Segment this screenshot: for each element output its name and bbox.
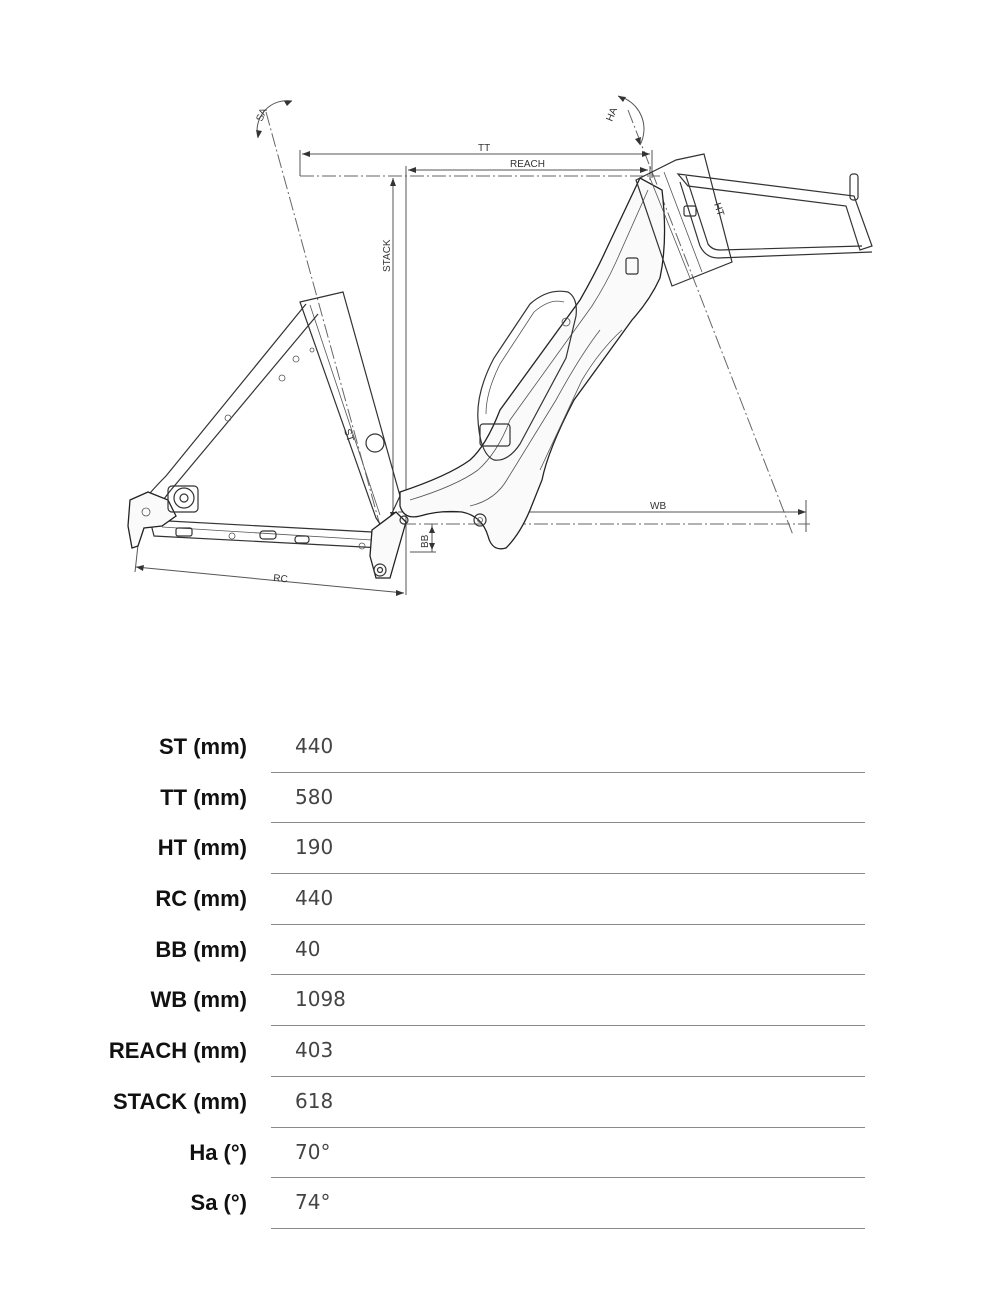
chain-stay [150, 520, 382, 549]
geometry-label: STACK (mm) [112, 1088, 247, 1114]
bb-dimension [410, 524, 436, 552]
sa-label: SA [254, 106, 270, 124]
geometry-value: 580 [295, 784, 334, 809]
tt-dimension [300, 143, 652, 178]
geometry-row [0, 773, 1001, 824]
geometry-value: 403 [295, 1038, 334, 1063]
geometry-row [0, 1178, 1001, 1229]
st-label: ST [341, 427, 356, 444]
rc-dimension [135, 545, 404, 596]
geometry-label: WB (mm) [150, 987, 247, 1013]
geometry-label: ST (mm) [159, 734, 247, 759]
geometry-value: 618 [295, 1088, 334, 1113]
geometry-row [0, 1077, 1001, 1128]
geometry-value: 74° [295, 1190, 331, 1215]
geometry-value: 1098 [295, 987, 346, 1012]
row-divider [271, 1228, 865, 1229]
stack-label: STACK [382, 239, 393, 272]
tt-label: TT [478, 143, 491, 154]
geometry-value: 40 [295, 936, 321, 961]
wb-label: WB [650, 501, 667, 512]
handlebar [678, 174, 872, 258]
geometry-row [0, 874, 1001, 925]
bb-label: BB [420, 534, 431, 548]
geometry-row [0, 1128, 1001, 1179]
rc-label: RC [272, 573, 289, 586]
geometry-row [0, 975, 1001, 1026]
geometry-value: 190 [295, 835, 334, 860]
seat-stay [140, 304, 318, 512]
geometry-value: 440 [295, 886, 334, 911]
reach-dimension [406, 159, 650, 180]
geometry-label: REACH (mm) [108, 1038, 247, 1064]
reach-label: REACH [510, 159, 546, 170]
seat-tube [300, 292, 400, 530]
geometry-label: Ha (°) [189, 1139, 247, 1165]
geometry-label: BB (mm) [155, 936, 247, 962]
geometry-row [0, 1026, 1001, 1077]
head-tube-axis [628, 110, 793, 535]
geometry-row [0, 823, 1001, 874]
geometry-value: 70° [295, 1139, 331, 1164]
geometry-label: TT (mm) [160, 784, 247, 810]
geometry-value: 440 [295, 734, 334, 758]
geometry-row [0, 925, 1001, 976]
geometry-label: HT (mm) [157, 835, 247, 861]
rear-dropout [128, 486, 198, 548]
ha-label: HA [604, 106, 620, 124]
geometry-row [0, 722, 1001, 773]
seat-angle-indicator [255, 101, 292, 138]
geometry-label: Sa (°) [190, 1190, 247, 1216]
down-tube [400, 178, 665, 549]
geometry-label: RC (mm) [155, 886, 247, 912]
ht-label: HT [711, 201, 726, 218]
head-angle-indicator [605, 96, 644, 145]
geometry-table [0, 722, 1001, 1229]
